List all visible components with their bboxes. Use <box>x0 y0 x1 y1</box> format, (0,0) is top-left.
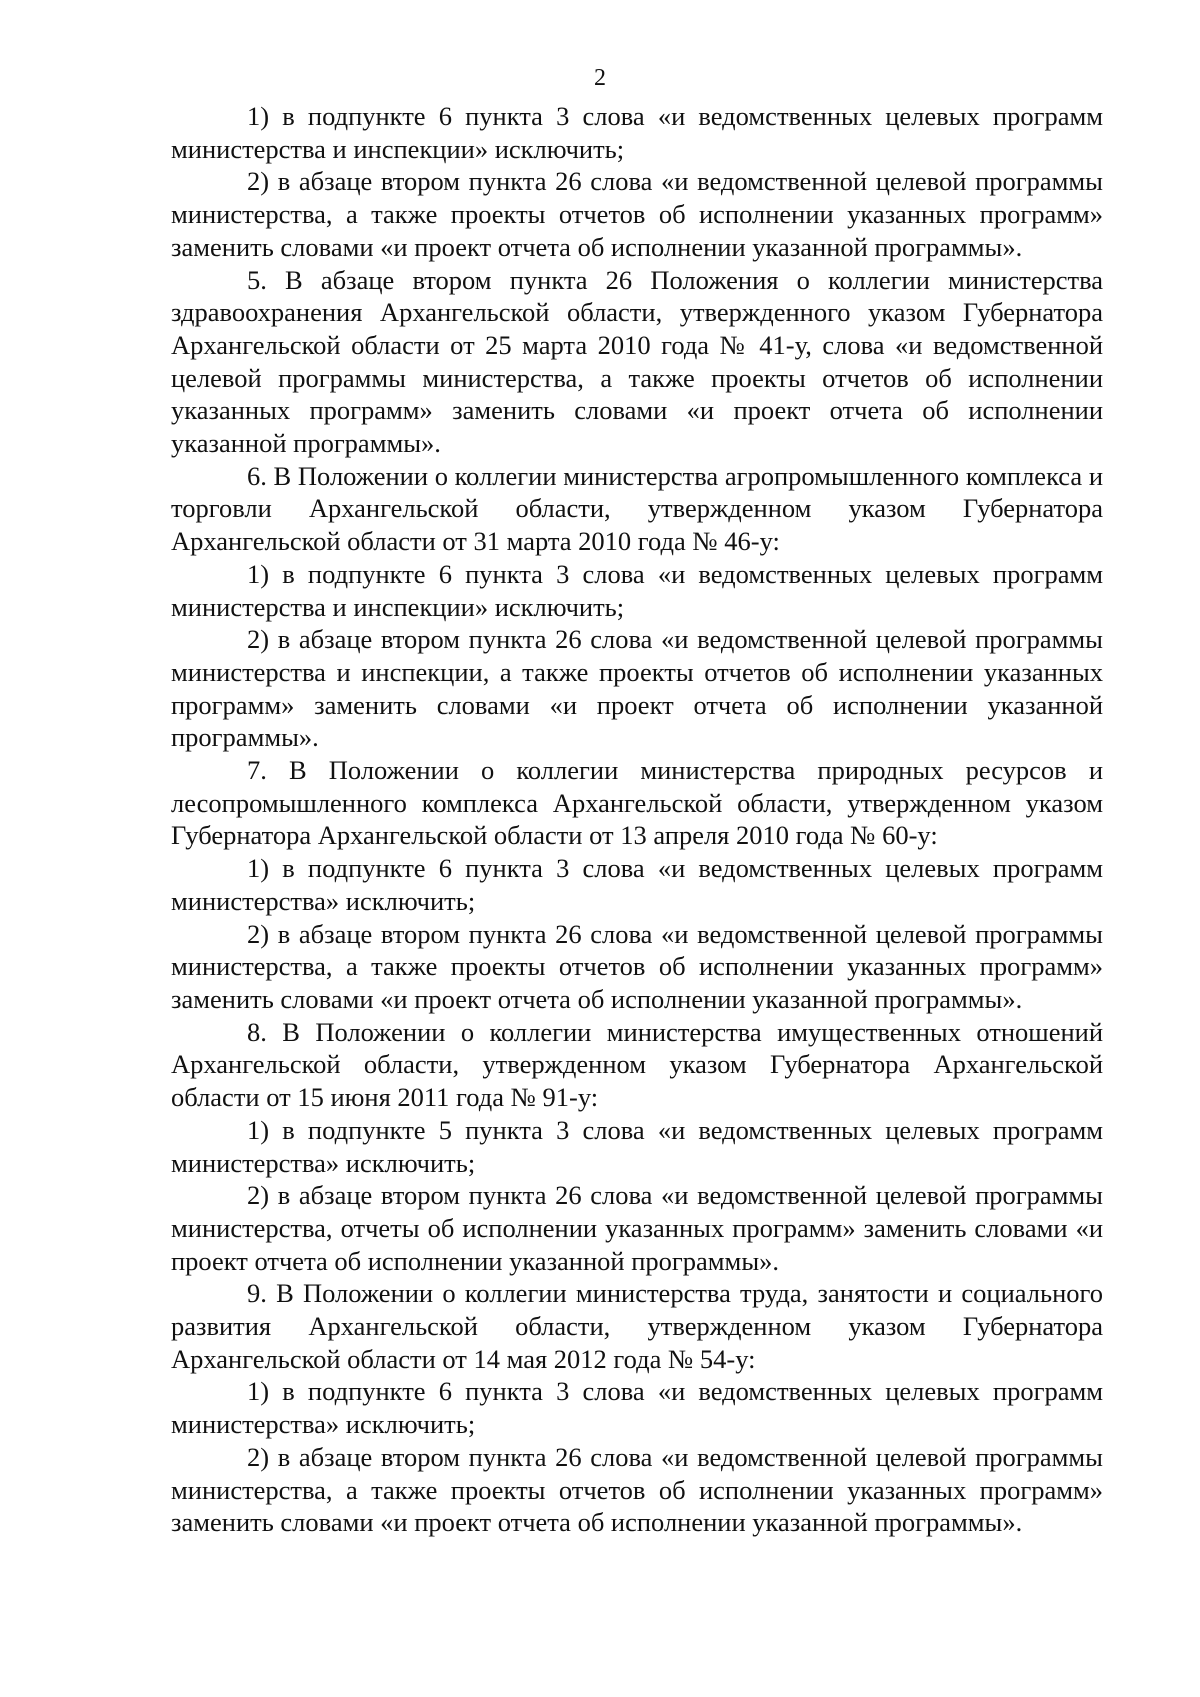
paragraph-item-9-sub-2: 2) в абзаце втором пункта 26 слова «и ведомственной целевой программы министерства, а также проекты отчетов об исполнении указанных программ» заменить словами «и проект отчета об исполнении указанной программы». <box>171 1441 1103 1538</box>
paragraph-item-1-sub-2: 2) в абзаце втором пункта 26 слова «и ведомственной целевой программы министерства, а также проекты отчетов об исполнении указанных программ» заменить словами «и проект отчета об исполнении указанной программы». <box>171 166 1103 262</box>
paragraph-item-6-sub-1: 1) в подпункте 6 пункта 3 слова «и ведомственных целевых программ министерства и инспекции» исключить; <box>171 558 1103 622</box>
paragraph-item-1-sub-1: 1) в подпункте 6 пункта 3 слова «и ведомственных целевых программ министерства и инспекции» исключить; <box>171 101 1103 164</box>
paragraph-item-8-sub-2: 2) в абзаце втором пункта 26 слова «и ведомственной целевой программы министерства, отчеты об исполнении указанных программ» заменить словами «и проект отчета об исполнении указанной программы». <box>171 1180 1103 1276</box>
paragraph-item-7-sub-1: 1) в подпункте 6 пункта 3 слова «и ведомственных целевых программ министерства» исключить; <box>171 853 1103 916</box>
paragraph-item-8-sub-1: 1) в подпункте 5 пункта 3 слова «и ведомственных целевых программ министерства» исключить; <box>171 1114 1103 1178</box>
paragraph-item-6-sub-2: 2) в абзаце втором пункта 26 слова «и ведомственной целевой программы министерства и инспекции, а также проекты отчетов об исполнении указанных программ» заменить словами «и проект отчета об исполнении указанной программы». <box>171 624 1103 753</box>
paragraph-item-9: 9. В Положении о коллегии министерства труда, занятости и социального развития Архангельской области, утвержденном указом Губернатора Архангельской области от 14 мая 2012 года № 54-у: <box>171 1278 1103 1374</box>
paragraph-item-9-sub-1: 1) в подпункте 6 пункта 3 слова «и ведомственных целевых программ министерства» исключить; <box>171 1376 1103 1440</box>
document-body <box>171 100 1103 1539</box>
paragraph-item-8: 8. В Положении о коллегии министерства имущественных отношений Архангельской области, утвержденном указом Губернатора Архангельской области от 15 июня 2011 года № 91-у: <box>171 1016 1103 1113</box>
paragraph-item-5: 5. В абзаце втором пункта 26 Положения о коллегии министерства здравоохранения Архангельской области, утвержденного указом Губернатора Архангельской области от 25 марта 2010 года № 41-у, слова «и ведомственной целевой программы министерства, а также проекты отчетов об исполнении указанных программ» заменить словами «и проект отчета об исполнении указанной программы». <box>171 264 1103 459</box>
paragraph-item-7: 7. В Положении о коллегии министерства природных ресурсов и лесопромышленного комплекса Архангельской области, утвержденном указом Губернатора Архангельской области от 13 апреля 2010 года № 60-у: <box>171 755 1103 851</box>
paragraph-item-6: 6. В Положении о коллегии министерства агропромышленного комплекса и торговли Архангельской области, утвержденном указом Губернатора Архангельской области от 31 марта 2010 года № 46-у: <box>171 460 1103 557</box>
paragraph-item-7-sub-2: 2) в абзаце втором пункта 26 слова «и ведомственной целевой программы министерства, а также проекты отчетов об исполнении указанных программ» заменить словами «и проект отчета об исполнении указанной программы». <box>171 918 1103 1014</box>
page-number: 2 <box>594 65 606 91</box>
